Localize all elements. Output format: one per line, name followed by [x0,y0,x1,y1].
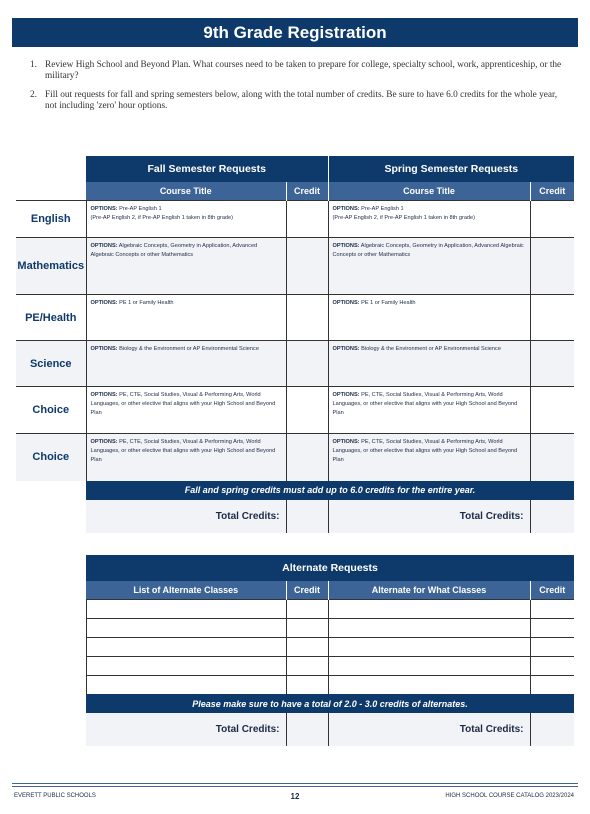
subject-label: Science [16,341,86,387]
alternate-credit-field[interactable] [286,619,328,638]
instruction-number: 2. [30,90,37,100]
spring-credit-field[interactable] [530,434,574,481]
alternate-for-field[interactable] [328,638,530,657]
alternate-class-field[interactable] [86,638,286,657]
spring-credit-field[interactable] [530,341,574,387]
fall-total-label: Total Credits: [86,500,286,533]
alternate-total-label: Total Credits: [86,713,286,746]
options-label: OPTIONS: [90,346,118,352]
subject-label: English [16,201,86,238]
spring-course-options[interactable] [328,238,530,295]
alternate-requests-table [16,555,574,746]
alternate-credit-field[interactable] [286,600,328,619]
fall-course-title-header: Course Title [86,182,286,201]
alternate-total-credits-field[interactable] [286,713,328,746]
options-text: Algebraic Concepts, Geometry in Application, Advanced Algebraic Concepts or other Mathematics [90,243,258,258]
alternate-for-field[interactable] [328,676,530,695]
spring-credit-field[interactable] [530,238,574,295]
fall-course-options[interactable] [86,387,286,434]
footer-divider [12,783,578,784]
alternate-credit-field[interactable] [286,638,328,657]
blank-corner [16,555,86,581]
subject-row [16,341,574,387]
options-label: OPTIONS: [90,392,118,398]
spring-course-options[interactable] [328,295,530,341]
spring-credit-header: Credit [530,182,574,201]
subject-row [16,387,574,434]
blank-corner [16,676,86,695]
options-text: PE 1 or Family Health [361,300,416,306]
alternate-for-field[interactable] [328,600,530,619]
blank-corner [16,657,86,676]
fall-course-options[interactable] [86,201,286,238]
options-text: PE 1 or Family Health [119,300,174,306]
alternate-credit-field[interactable] [286,657,328,676]
subject-row [16,434,574,481]
blank-corner [16,481,86,500]
options-text: PE, CTE, Social Studies, Visual & Performing Arts, World Languages, or other elective that aligns with your High School and Beyond Plan [90,439,276,463]
alternate-row [16,657,574,676]
fall-credit-field[interactable] [286,201,328,238]
fall-course-options[interactable] [86,434,286,481]
semester-requests-table [16,156,574,533]
options-text: Algebraic Concepts, Geometry in Application, Advanced Algebraic Concepts or other Mathematics [332,243,524,258]
blank-corner [16,600,86,619]
blank-corner [16,619,86,638]
spring-credit-field[interactable] [530,387,574,434]
alternate-for-field[interactable] [328,657,530,676]
options-label: OPTIONS: [332,300,360,306]
blank-corner [16,694,86,713]
alternate-for-credit-field[interactable] [530,657,574,676]
alternate-for-total-label: Total Credits: [328,713,530,746]
instruction-item [30,60,562,82]
alternate-class-field[interactable] [86,619,286,638]
options-text: PE, CTE, Social Studies, Visual & Performing Arts, World Languages, or other elective that aligns with your High School and Beyond Plan [332,392,518,416]
options-text: PE, CTE, Social Studies, Visual & Performing Arts, World Languages, or other elective that aligns with your High School and Beyond Plan [332,439,518,463]
alternate-class-field[interactable] [86,600,286,619]
options-label: OPTIONS: [332,439,360,445]
fall-credit-header: Credit [286,182,328,201]
instructions-list [30,60,562,120]
options-label: OPTIONS: [332,346,360,352]
options-text: Pre-AP English 1 (Pre-AP English 2, if Pre-AP English 1 taken in 8th grade) [332,206,476,221]
fall-credit-field[interactable] [286,341,328,387]
fall-course-options[interactable] [86,341,286,387]
subject-row [16,238,574,295]
options-text: Biology & the Environment or AP Environmental Science [361,346,501,352]
alternate-for-credit-field[interactable] [530,619,574,638]
options-label: OPTIONS: [90,300,118,306]
spring-course-options[interactable] [328,201,530,238]
fall-credit-field[interactable] [286,434,328,481]
subject-row [16,295,574,341]
fall-course-options[interactable] [86,238,286,295]
spring-course-options[interactable] [328,387,530,434]
subject-label: Mathematics [16,238,86,295]
fall-credit-field[interactable] [286,295,328,341]
fall-course-options[interactable] [86,295,286,341]
spring-course-options[interactable] [328,341,530,387]
credits-note: Fall and spring credits must add up to 6.0 credits for the entire year. [86,481,574,500]
spring-course-title-header: Course Title [328,182,530,201]
alternate-row [16,676,574,695]
alternate-for-credit-field[interactable] [530,638,574,657]
alternate-row [16,619,574,638]
alternate-requests-header: Alternate Requests [86,555,574,581]
fall-total-credits-field[interactable] [286,500,328,533]
fall-credit-field[interactable] [286,238,328,295]
page-title: 9th Grade Registration [12,18,578,47]
alternate-for-total-credits-field[interactable] [530,713,574,746]
spring-semester-header: Spring Semester Requests [328,156,574,182]
options-label: OPTIONS: [332,392,360,398]
blank-corner [16,500,86,533]
alternate-credit-field[interactable] [286,676,328,695]
options-label: OPTIONS: [332,206,360,212]
instruction-number: 1. [30,60,37,70]
alternate-row [16,638,574,657]
footer-catalog: HIGH SCHOOL COURSE CATALOG 2023/2024 [445,793,574,799]
alternate-for-credit-field[interactable] [530,600,574,619]
alternate-list-header: List of Alternate Classes [86,581,286,600]
alternate-row [16,600,574,619]
blank-corner [16,156,86,182]
alternate-for-header: Alternate for What Classes [328,581,530,600]
blank-corner [16,638,86,657]
page-number: 12 [290,792,300,801]
options-text: Pre-AP English 1 (Pre-AP English 2, if Pre-AP English 1 taken in 8th grade) [90,206,234,221]
options-label: OPTIONS: [90,243,118,249]
fall-credit-field[interactable] [286,387,328,434]
alternates-note: Please make sure to have a total of 2.0 - 3.0 credits of alternates. [86,694,574,713]
spring-total-label: Total Credits: [328,500,530,533]
fall-semester-header: Fall Semester Requests [86,156,328,182]
subject-label: PE/Health [16,295,86,341]
blank-corner [16,182,86,201]
alternate-for-credit-header: Credit [530,581,574,600]
options-label: OPTIONS: [90,439,118,445]
alternate-for-field[interactable] [328,619,530,638]
options-label: OPTIONS: [90,206,118,212]
options-label: OPTIONS: [332,243,360,249]
options-text: Biology & the Environment or AP Environmental Science [119,346,259,352]
instruction-item [30,90,562,112]
alternate-class-field[interactable] [86,657,286,676]
blank-corner [16,581,86,600]
alternate-for-credit-field[interactable] [530,676,574,695]
alternate-class-field[interactable] [86,676,286,695]
spring-total-credits-field[interactable] [530,500,574,533]
alternate-credit-header: Credit [286,581,328,600]
subject-label: Choice [16,434,86,481]
spring-course-options[interactable] [328,434,530,481]
footer-district: EVERETT PUBLIC SCHOOLS [14,793,96,799]
instruction-text: Fill out requests for fall and spring semesters below, along with the total number of credits. Be sure to have 6.0 credits for the whole year, not including 'zero' hour options. [45,90,558,111]
subject-label: Choice [16,387,86,434]
blank-corner [16,713,86,746]
subject-row [16,201,574,238]
instruction-text: Review High School and Beyond Plan. What courses need to be taken to prepare for college, specialty school, work, apprenticeship, or the military? [45,60,562,81]
footer-divider [12,786,578,787]
spring-credit-field[interactable] [530,201,574,238]
spring-credit-field[interactable] [530,295,574,341]
options-text: PE, CTE, Social Studies, Visual & Performing Arts, World Languages, or other elective that aligns with your High School and Beyond Plan [90,392,276,416]
